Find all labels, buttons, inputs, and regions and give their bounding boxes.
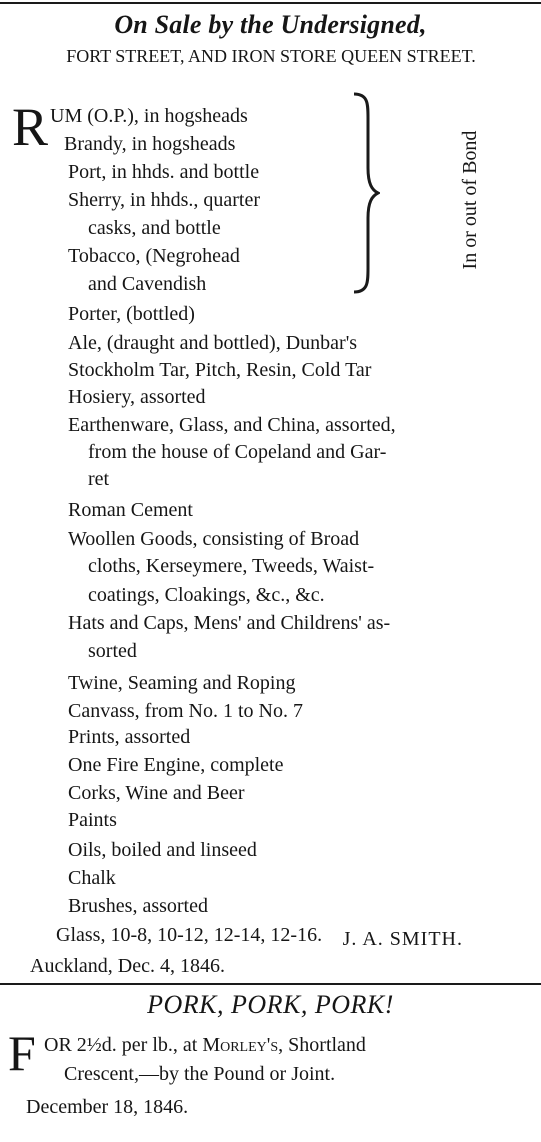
bond-label bbox=[450, 100, 490, 300]
divider-rule bbox=[0, 983, 541, 985]
item-line: Port, in hhds. and bottle bbox=[68, 161, 260, 183]
item-line: sorted bbox=[88, 640, 137, 662]
item-line: Hosiery, assorted bbox=[68, 386, 206, 408]
pork-line: Crescent,—by the Pound or Joint. bbox=[64, 1063, 336, 1085]
pork-line-prefix: OR 2½d. per lb., at bbox=[44, 1034, 203, 1056]
item-line: UM (O.P.), in hogsheads bbox=[50, 105, 248, 127]
item-line: Paints bbox=[68, 809, 117, 831]
item-line: Hats and Caps, Mens' and Childrens' as- bbox=[68, 612, 391, 634]
item-line: Corks, Wine and Beer bbox=[68, 782, 245, 804]
signature: J. A. SMITH. bbox=[342, 928, 463, 950]
curly-brace-icon bbox=[350, 88, 380, 298]
item-line: casks, and bottle bbox=[88, 217, 221, 239]
item-line: coatings, Cloakings, &c., &c. bbox=[88, 584, 325, 606]
item-line: Ale, (draught and bottled), Dunbar's bbox=[68, 332, 358, 354]
item-line: Brandy, in hogsheads bbox=[64, 133, 236, 155]
dateline: December 18, 1846. bbox=[26, 1096, 189, 1118]
item-line: Stockholm Tar, Pitch, Resin, Cold Tar bbox=[68, 359, 372, 381]
item-line: Sherry, in hhds., quarter bbox=[68, 189, 260, 211]
pork-line-suffix: , Shortland bbox=[278, 1034, 366, 1056]
pork-line bbox=[44, 1033, 366, 1057]
item-line: from the house of Copeland and Gar- bbox=[88, 441, 387, 463]
item-line: Porter, (bottled) bbox=[68, 303, 195, 325]
merchant-name: Morley's bbox=[202, 1034, 279, 1056]
item-line: Tobacco, (Negrohead bbox=[68, 245, 240, 267]
item-line: Canvass, from No. 1 to No. 7 bbox=[68, 700, 303, 722]
item-line: Chalk bbox=[68, 867, 116, 889]
bond-label-text: In or out of Bond bbox=[459, 130, 481, 270]
item-line: Roman Cement bbox=[68, 499, 193, 521]
item-line: Woollen Goods, consisting of Broad bbox=[68, 528, 360, 550]
advert-subheading: FORT STREET, AND IRON STORE QUEEN STREET. bbox=[66, 46, 476, 66]
pork-heading: PORK, PORK, PORK! bbox=[147, 990, 394, 1019]
drop-cap: F bbox=[8, 1025, 36, 1081]
item-line: Earthenware, Glass, and China, assorted, bbox=[68, 414, 396, 436]
top-rule bbox=[0, 2, 541, 4]
item-line: Brushes, assorted bbox=[68, 895, 208, 917]
item-line: One Fire Engine, complete bbox=[68, 754, 284, 776]
drop-cap: R bbox=[12, 97, 49, 157]
item-line: Prints, assorted bbox=[68, 726, 191, 748]
item-line: cloths, Kerseymere, Tweeds, Waist- bbox=[88, 555, 375, 577]
item-line: Oils, boiled and linseed bbox=[68, 839, 257, 861]
item-line: Twine, Seaming and Roping bbox=[68, 672, 296, 694]
dateline: Auckland, Dec. 4, 1846. bbox=[30, 955, 225, 977]
advert-heading: On Sale by the Undersigned, bbox=[114, 10, 427, 39]
item-line: and Cavendish bbox=[88, 273, 207, 295]
item-line: Glass, 10-8, 10-12, 12-14, 12-16. bbox=[56, 924, 323, 946]
item-line: ret bbox=[88, 468, 110, 490]
